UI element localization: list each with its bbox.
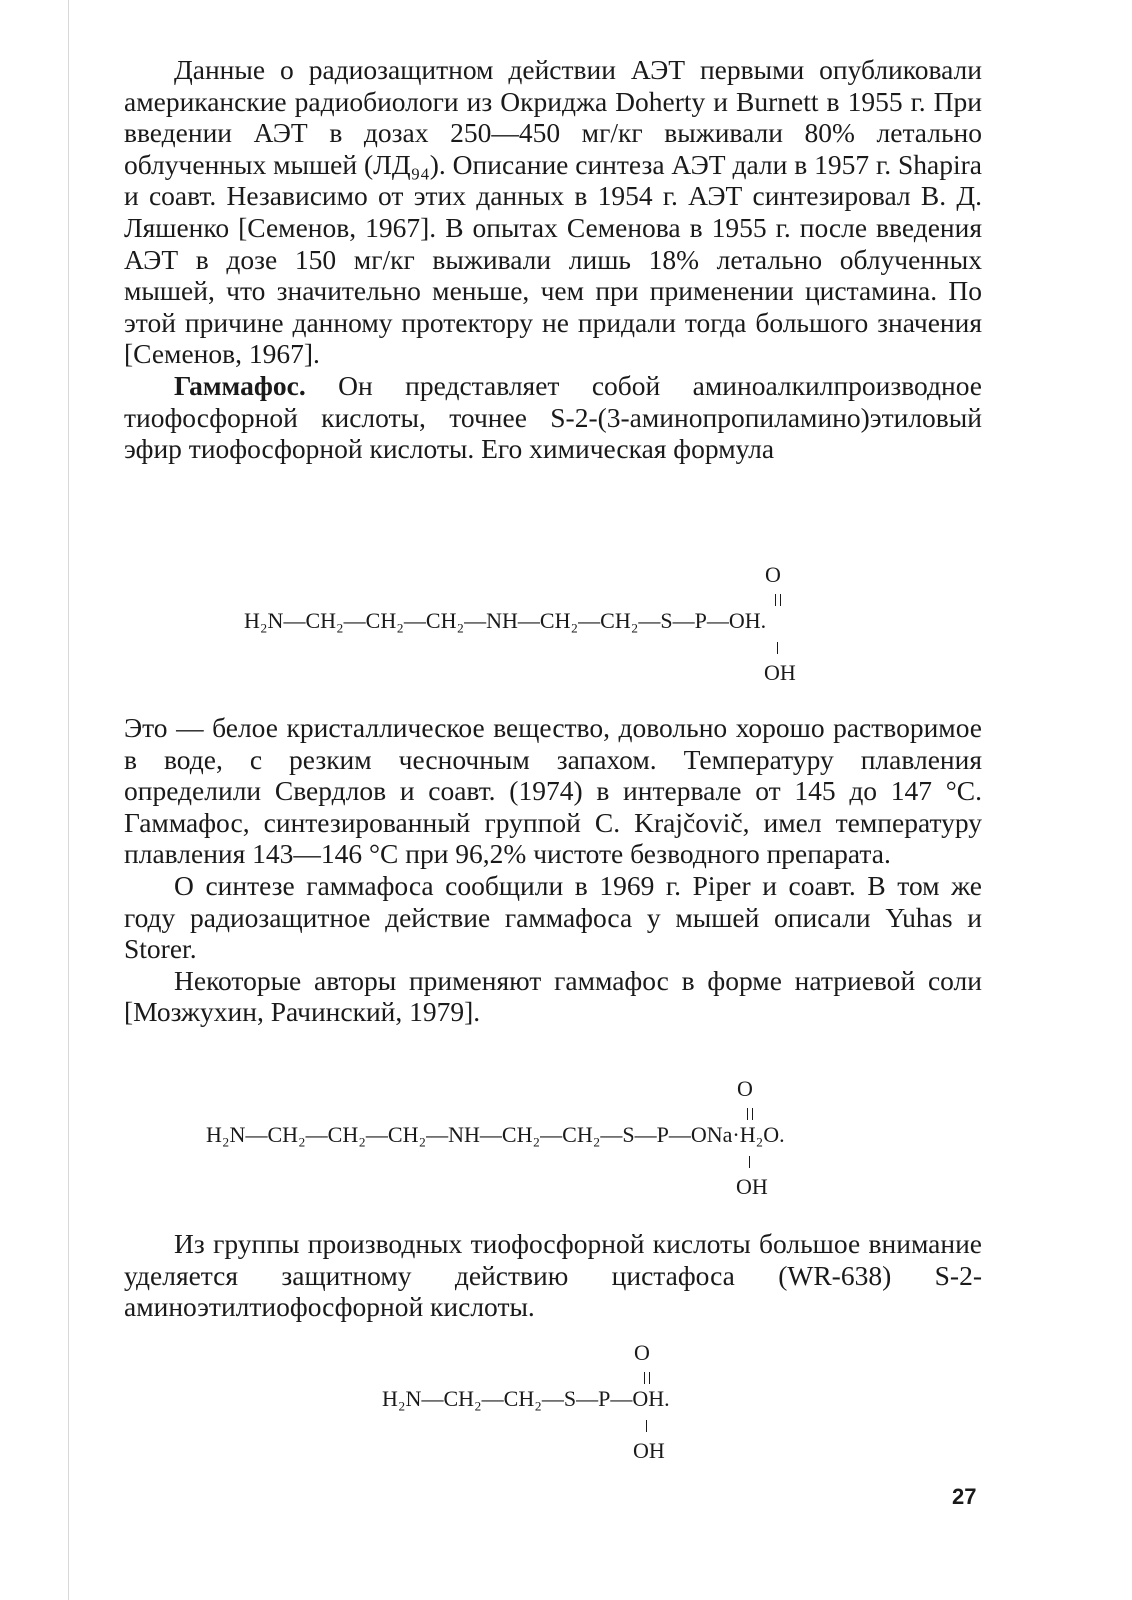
single-bond [646, 1420, 647, 1432]
formula-main-chain: H₂N—CH₂—CH₂—CH₂—NH—CH₂—CH₂—S—P—ONa·H₂O. [206, 1122, 785, 1147]
single-bond [749, 1156, 750, 1168]
text-block-middle [124, 712, 982, 1028]
formula-main-chain: H₂N—CH₂—CH₂—S—P—OH. [382, 1386, 670, 1411]
double-bond [775, 594, 781, 606]
formula-hydroxyl-bottom: OH [736, 1174, 768, 1199]
formula-hydroxyl-bottom: OH [764, 660, 796, 685]
formula-gammaphos [244, 562, 884, 692]
formula-cystaphos [382, 1340, 742, 1470]
text-block-top [124, 54, 982, 465]
formula-gammaphos-sodium-salt [206, 1076, 906, 1206]
formula-main-chain: H₂N—CH₂—CH₂—CH₂—NH—CH₂—CH₂—S—P—OH. [244, 608, 767, 633]
paragraph-aet: Данные о радиозащитном действии АЭТ первыми опубликовали американские радиобиологи из Окриджа Doherty и Burnett в 1955 г. При введении АЭТ в дозах 250—450 мг/кг выживали 80% летально облученных мышей (ЛД₉₄). Описание синтеза АЭТ дали в 1957 г. Shapira и соавт. Независимо от этих данных в 1954 г. АЭТ синтезировал В. Д. Ляшенко [Семенов, 1967]. В опытах Семенова в 1955 г. после введения АЭТ в дозе 150 мг/кг выживали лишь 18% летально облученных мышей, что значительно меньше, чем при применении цистамина. По этой причине данному протектору не придали тогда большого значения [Семенов, 1967]. [124, 54, 982, 370]
paragraph-cystaphos: Из группы производных тиофосфорной кислоты большое внимание уделяется защитному действию цистафоса (WR-638) S-2-аминоэтилтиофосфорной кислоты. [124, 1228, 982, 1323]
formula-oxygen-top: O [737, 1076, 753, 1101]
term-gammaphos: Гаммафос. [174, 369, 306, 401]
formula-oxygen-top: O [634, 1340, 650, 1365]
paragraph-gammaphos-body: Он представляет собой аминоалкилпроизводное тиофосфорной кислоты, точнее S-2-(3-аминопропиламино)этиловый эфир тиофосфорной кислоты. Его химическая формула [124, 369, 982, 465]
single-bond [777, 642, 778, 654]
double-bond [747, 1108, 753, 1120]
paragraph-synthesis: О синтезе гаммафоса сообщили в 1969 г. Piper и соавт. В том же году радиозащитное действие гаммафоса у мышей описали Yuhas и Storer. [124, 869, 982, 965]
text-block-bottom [124, 1228, 982, 1323]
double-bond [644, 1372, 650, 1384]
formula-oxygen-top: O [765, 562, 781, 587]
paragraph-gammaphos [124, 370, 982, 465]
formula-hydroxyl-bottom: OH [633, 1438, 665, 1463]
paragraph-properties: Это — белое кристаллическое вещество, довольно хорошо растворимое в воде, с резким чесночным запахом. Температуру плавления определили Свердлов и соавт. (1974) в интервале от 145 до 147 °С. Гаммафос, синтезированный группой С. Krajčovič, имел температуру плавления 143—146 °С при 96,2% чистоте безводного препарата. [124, 712, 982, 870]
page-number: 27 [952, 1484, 977, 1509]
page-edge [68, 0, 69, 1600]
paragraph-sodium-salt: Некоторые авторы применяют гаммафос в форме натриевой соли [Мозжухин, Рачинский, 1979]. [124, 964, 982, 1028]
